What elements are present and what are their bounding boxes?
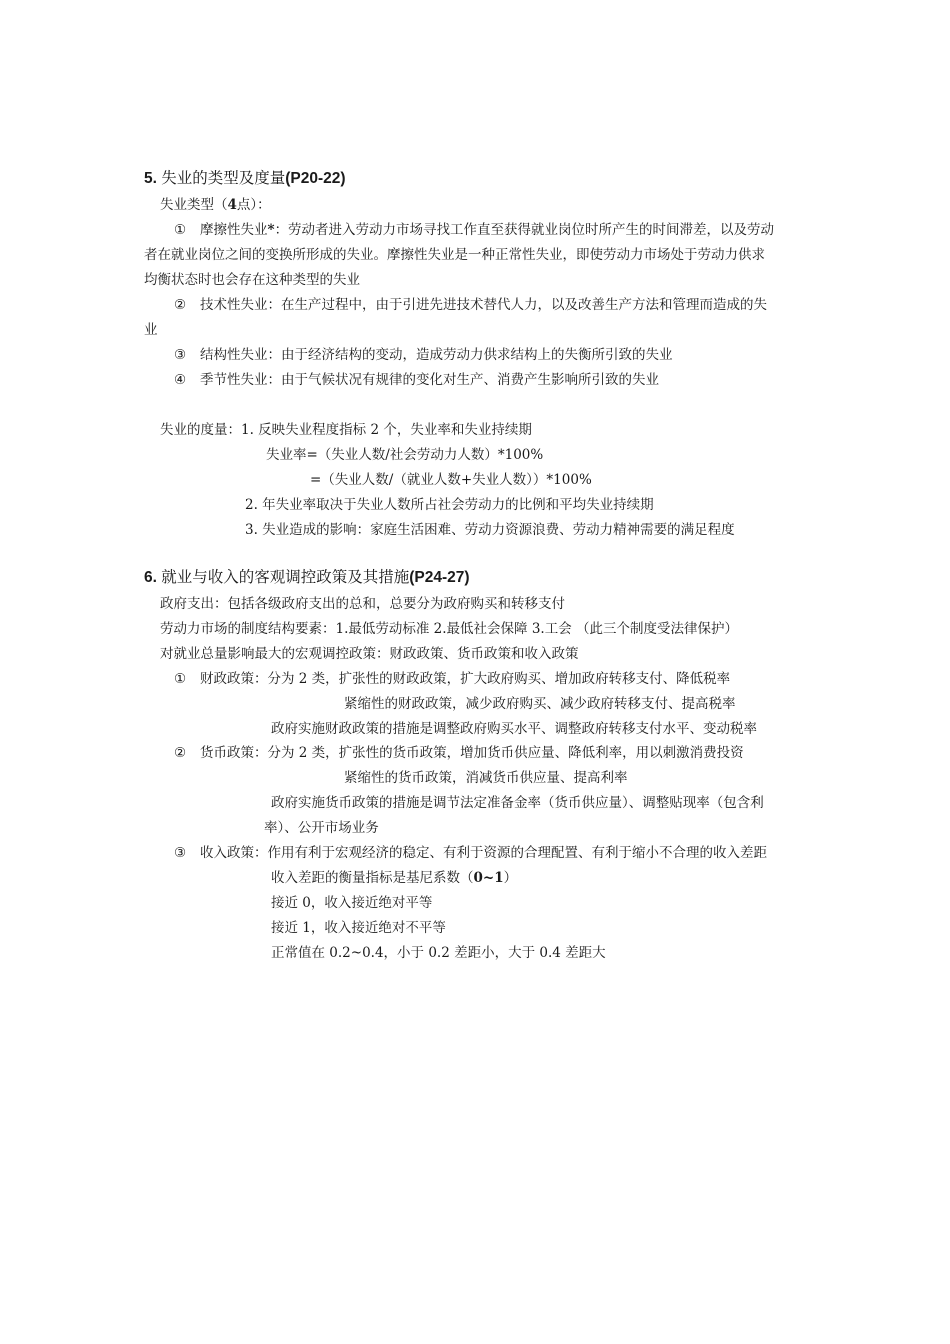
gini-normal-range: 正常值在 0.2~0.4，小于 0.2 差距小，大于 0.4 差距大 xyxy=(271,945,606,961)
income-policy-line1: ③ 收入政策：作用有利于宏观经济的稳定、有利于资源的合理配置、有利于缩小不合理的收入差距 xyxy=(174,845,767,861)
gini-near-zero: 接近 0，收入接近绝对平等 xyxy=(271,895,433,911)
type-count: 4 xyxy=(227,197,237,213)
section-number: 6. xyxy=(144,569,157,586)
section-5-heading xyxy=(144,169,346,189)
gini-coefficient: 收入差距的衡量指标是基尼系数（0~1） xyxy=(271,870,518,886)
technological-unemployment-line2: 业 xyxy=(144,322,158,338)
list-marker: ③ xyxy=(174,347,187,363)
monetary-policy-line4: 率）、公开市场业务 xyxy=(264,820,379,836)
monetary-policy-line1: ② 货币政策：分为 2 类，扩张性的货币政策，增加货币供应量、降低利率，用以刺激消费投资 xyxy=(174,745,744,761)
fiscal-policy-line1: ① 财政政策：分为 2 类，扩张性的财政政策，扩大政府购买、增加政府转移支付、降低税率 xyxy=(174,671,731,687)
technological-unemployment-line1: ② 技术性失业：在生产过程中，由于引进先进技术替代人力，以及改善生产方法和管理而造成的失 xyxy=(174,297,767,313)
page-reference: (P24-27) xyxy=(409,569,470,586)
monetary-policy-line3: 政府实施货币政策的措施是调节法定准备金率（货币供应量）、调整贴现率（包含利 xyxy=(271,795,764,811)
list-marker: ④ xyxy=(174,372,187,388)
unemployment-measure-line1: 失业的度量：1. 反映失业程度指标 2 个，失业率和失业持续期 xyxy=(160,422,532,438)
macro-policies: 对就业总量影响最大的宏观调控政策：财政政策、货币政策和收入政策 xyxy=(160,646,579,662)
frictional-unemployment-line3: 均衡状态时也会存在这种类型的失业 xyxy=(144,272,360,288)
measure-label: 失业的度量： xyxy=(160,422,241,438)
list-marker: ① xyxy=(174,222,187,238)
labor-market-elements: 劳动力市场的制度结构要素：1.最低劳动标准 2.最低社会保障 3.工会 （此三个制度受法律保护） xyxy=(160,621,739,637)
fiscal-policy-line3: 政府实施财政政策的措施是调整政府购买水平、调整政府转移支付水平、变动税率 xyxy=(271,721,757,737)
structural-unemployment: ③ 结构性失业：由于经济结构的变动，造成劳动力供求结构上的失衡所引致的失业 xyxy=(174,347,673,363)
unemployment-rate-formula-alt: =（失业人数/（就业人数+失业人数））*100% xyxy=(310,472,592,488)
list-marker: ① xyxy=(174,671,187,687)
unemployment-types-intro: 失业类型（4点）： xyxy=(160,197,271,213)
section-title: 失业的类型及度量 xyxy=(161,170,286,187)
frictional-unemployment-line2: 者在就业岗位之间的变换所形成的失业。摩擦性失业是一种正常性失业，即使劳动力市场处于劳动力供求 xyxy=(144,247,765,263)
gini-near-one: 接近 1，收入接近绝对不平等 xyxy=(271,920,446,936)
seasonal-unemployment: ④ 季节性失业：由于气候状况有规律的变化对生产、消费产生影响所引致的失业 xyxy=(174,372,659,388)
page-reference: (P20-22) xyxy=(285,170,346,187)
fiscal-policy-line2: 紧缩性的财政政策，减少政府购买、减少政府转移支付、提高税率 xyxy=(344,696,736,712)
unemployment-measure-line2: 2. 年失业率取决于失业人数所占社会劳动力的比例和平均失业持续期 xyxy=(245,497,654,513)
gini-range: 0~1 xyxy=(473,870,504,886)
monetary-policy-line2: 紧缩性的货币政策，消减货币供应量、提高利率 xyxy=(344,770,628,786)
section-number: 5. xyxy=(144,170,157,187)
government-spending: 政府支出：包括各级政府支出的总和，总要分为政府购买和转移支付 xyxy=(160,596,565,612)
key-star: * xyxy=(267,222,275,238)
list-marker: ③ xyxy=(174,845,187,861)
section-title: 就业与收入的客观调控政策及其措施 xyxy=(161,569,410,586)
list-marker: ② xyxy=(174,297,187,313)
unemployment-rate-formula: 失业率=（失业人数/社会劳动力人数）*100% xyxy=(266,447,544,463)
list-marker: ② xyxy=(174,745,187,761)
unemployment-measure-line3: 3. 失业造成的影响：家庭生活困难、劳动力资源浪费、劳动力精神需要的满足程度 xyxy=(245,522,735,538)
frictional-unemployment-line1: ① 摩擦性失业*：劳动者进入劳动力市场寻找工作直至获得就业岗位时所产生的时间滞差，以及劳动 xyxy=(174,222,775,238)
section-6-heading xyxy=(144,568,470,588)
